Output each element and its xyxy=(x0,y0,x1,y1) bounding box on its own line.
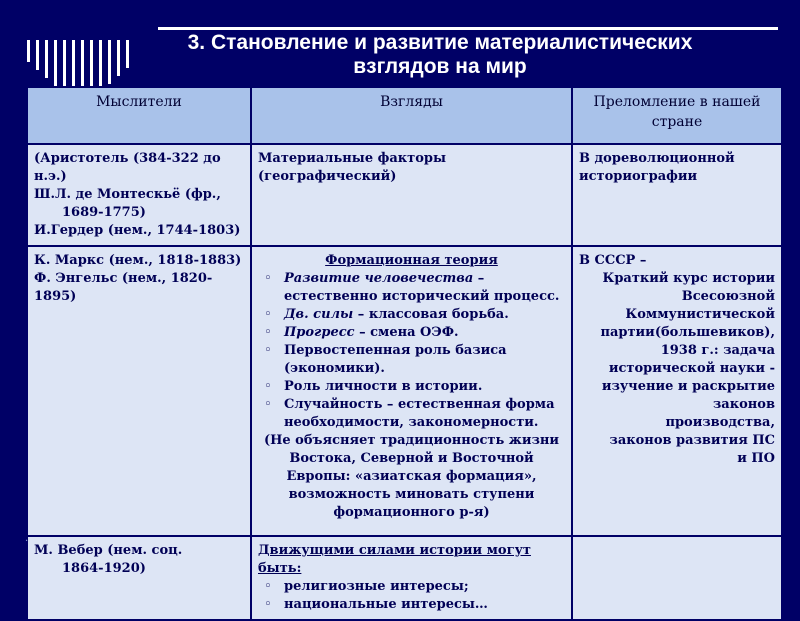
thinker-line: Ш.Л. де Монтескьё (фр., xyxy=(34,187,221,202)
header-views: Взгляды xyxy=(251,87,572,144)
thinker-line: 1864-1920) xyxy=(62,561,146,576)
views-text: Материальные факторы (географический) xyxy=(258,151,447,184)
bullet-icon: ◦ xyxy=(264,271,272,286)
table-header-row xyxy=(27,87,782,144)
views-list xyxy=(258,270,565,432)
country-cell xyxy=(572,144,782,246)
header-country: Преломление в нашей стране xyxy=(572,87,782,144)
list-item: ◦ Случайность – естественная форма необходимости, закономерности. xyxy=(264,397,555,430)
views-cell xyxy=(251,144,572,246)
bullet-icon: ◦ xyxy=(264,379,272,394)
thinkers-cell xyxy=(27,246,251,536)
table-row xyxy=(27,536,782,620)
views-heading: Движущими силами истории могут быть: xyxy=(258,543,531,576)
list-item: ◦ Первостепенная роль базиса (экономики). xyxy=(264,343,507,376)
title-line-2: взглядов на мир xyxy=(353,55,527,78)
thinkers-cell xyxy=(27,144,251,246)
thinker-line: Ф. Энгельс (нем., 1820-1895) xyxy=(34,271,213,304)
thinker-line: 1689-1775) xyxy=(62,205,146,220)
list-item: ◦ Роль личности в истории. xyxy=(264,379,483,394)
list-item: ◦ Прогресс – смена ОЭФ. xyxy=(264,325,459,340)
list-item: ◦ Дв. силы – классовая борьба. xyxy=(264,307,509,322)
list-item: ◦ религиозные интересы; xyxy=(264,579,469,594)
bullet-icon: ◦ xyxy=(264,325,272,340)
bullet-icon: ◦ xyxy=(264,597,272,612)
title-rule xyxy=(158,27,778,30)
bullet-icon: ◦ xyxy=(264,397,272,412)
thinker-line: И.Гердер (нем., 1744-1803) xyxy=(34,223,241,238)
thinkers-cell xyxy=(27,536,251,620)
views-note: (Не объясняет традиционность жизни Востока, Северной и Восточной Европы: «азиатская формация», возможность миновать ступени формационного р-я) xyxy=(263,433,560,520)
thinker-line: К. Маркс (нем., 1818-1883) xyxy=(34,253,242,268)
table-row xyxy=(27,246,782,536)
title-line-1: 3. Становление и развитие материалистических xyxy=(187,31,693,54)
bullet-icon: ◦ xyxy=(264,579,272,594)
thinker-line: (Аристотель (384-322 до н.э.) xyxy=(34,151,221,184)
slide-title xyxy=(150,31,730,79)
bullet-icon: ◦ xyxy=(264,343,272,358)
views-heading: Формационная теория xyxy=(325,253,498,268)
country-text: В дореволюционной историографии xyxy=(579,151,735,184)
page-dot: · xyxy=(25,536,29,547)
country-lead: В СССР – xyxy=(579,253,647,268)
list-item: ◦ национальные интересы… xyxy=(264,597,488,612)
country-cell xyxy=(572,246,782,536)
views-cell xyxy=(251,536,572,620)
list-item: ◦ Развитие человечества – естественно исторический процесс. xyxy=(264,271,560,304)
country-text: Краткий курс истории Всесоюзной Коммунистической партии(большевиков), 1938 г.: задача исторической науки - изучение и раскрытие законов производства, законов развития ПС и ПО xyxy=(600,271,775,466)
country-cell xyxy=(572,536,782,620)
table-row xyxy=(27,144,782,246)
views-cell xyxy=(251,246,572,536)
header-thinkers: Мыслители xyxy=(27,87,251,144)
thinkers-table xyxy=(26,86,783,621)
bullet-icon: ◦ xyxy=(264,307,272,322)
thinker-line: М. Вебер (нем. соц. xyxy=(34,543,183,558)
views-list xyxy=(258,578,565,614)
